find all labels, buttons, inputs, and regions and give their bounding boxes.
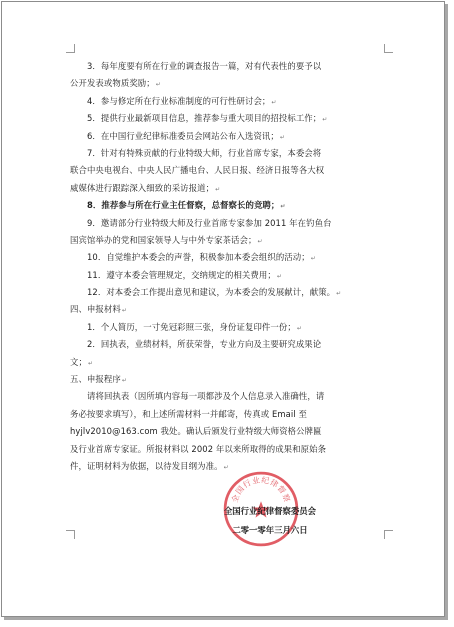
paragraph-mark-icon: ↵	[87, 359, 94, 367]
crop-mark-top-left	[66, 44, 75, 53]
text-line: 1．个人简历，一寸免冠彩照三张，身份证复印件一份；↵	[87, 321, 302, 332]
text-line: 5．提供行业最新项目信息，推荐参与重大项目的招投标工作；↵	[87, 113, 328, 124]
paragraph-mark-icon: ↵	[280, 203, 286, 211]
crop-mark-bottom-right	[384, 530, 393, 539]
text-line: 4．参与修定所在行业标准制度的可行性研讨会；↵	[87, 95, 277, 106]
text-line: 国宾馆举办的党和国家领导人与中外专家茶话会；↵	[70, 234, 263, 245]
text-line: 10．自觉维护本委会的声誉，积极参加本委会组织的活动；↵	[87, 252, 316, 263]
text-line: 3．每年度要有所在行业的调查报告一篇，对有代表性的要予以	[87, 61, 322, 71]
text-line: 联合中央电视台、中央人民广播电台、人民日报、经济日报等各大权	[70, 165, 325, 176]
paragraph-mark-icon: ↵	[257, 237, 263, 245]
text-line: 威媒体进行跟踪深入细致的采访报道；↵	[70, 182, 221, 193]
text-line: 11．遵守本委会管理规定，交纳规定的相关费用；↵	[87, 269, 282, 280]
crop-mark-bottom-left	[66, 530, 75, 539]
text-line: 公开发表或物质奖励；↵	[70, 78, 161, 89]
paragraph-mark-icon: ↵	[322, 116, 328, 124]
section-heading: 五、申报程序↵	[70, 374, 127, 385]
paragraph-mark-icon: ↵	[296, 324, 302, 332]
document-page	[1, 1, 445, 617]
section-heading: 四、申报材料↵	[70, 304, 127, 315]
paragraph-mark-icon: ↵	[155, 81, 161, 89]
text-line: 8．推荐参与所在行业主任督察，总督察长的竞聘；↵	[87, 200, 286, 211]
text-line: hyjlv2010@163.com 我处。确认后颁发行业特级大师资格公牌匾	[70, 426, 322, 437]
paragraph-mark-icon: ↵	[215, 185, 221, 193]
text-line: 请将回执表（因所填内容每一项都涉及个人信息录入准确性，请	[87, 391, 325, 402]
signature-block	[200, 502, 340, 540]
text-line: 及行业首席专家证。所报材料以 2002 年以来所取得的成果和原始条	[70, 443, 327, 454]
text-line: 务必按要求填写），和上述所需材料一并邮寄，传真或 Email 至	[70, 408, 307, 419]
paragraph-mark-icon: ↵	[336, 290, 342, 298]
paragraph-mark-icon: ↵	[121, 307, 127, 315]
paragraph-mark-icon: ↵	[279, 133, 286, 141]
text-line: 9．邀请部分行业特级大师及行业首席专家参加 2011 年在钓鱼台	[87, 217, 332, 228]
paragraph-mark-icon: ↵	[223, 463, 229, 471]
text-line: 7．针对有特殊贡献的行业特级大师，行业首席专家，本委会将	[87, 147, 322, 158]
text-line: 6．在中国行业纪律标准委员会网站公布入选资讯；↵	[87, 130, 286, 141]
paragraph-mark-icon: ↵	[276, 272, 282, 280]
paragraph-mark-icon: ↵	[310, 255, 316, 263]
signature-date: 二零一零年三月六日	[232, 525, 308, 535]
signature-org: 全国行业纪律督察委员会	[223, 506, 317, 516]
text-line: 12．对本委会工作提出意见和建议，为本委会的发展献计，献策。↵	[87, 287, 342, 298]
svg-text:全国行业纪律督察: 全国行业纪律督察	[230, 475, 292, 504]
document-body	[70, 58, 388, 475]
text-line: 件，证明材料为依据，以待发目纲为准。↵	[70, 460, 229, 471]
paragraph-mark-icon: ↵	[271, 98, 277, 106]
text-line: 文；↵	[70, 356, 94, 367]
paragraph-mark-icon: ↵	[121, 377, 127, 385]
crop-mark-top-right	[384, 44, 393, 53]
text-line: 2．回执表，业绩材料，所获荣誉，专业方向及主要研究成果论	[87, 339, 322, 350]
